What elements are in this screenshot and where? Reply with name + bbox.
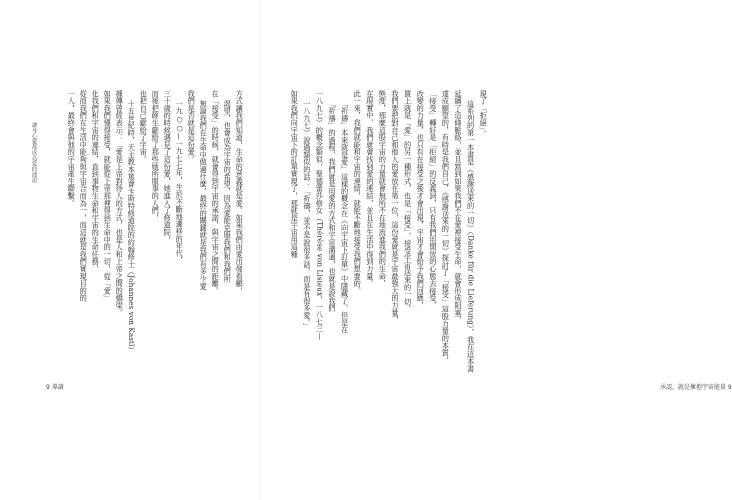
text-column: 在現實中，我們就會找到愛的連結，並且在生活中得到力量。 (365, 90, 375, 288)
text-column: 賈上就是「愛」的另一種形式，也是「接受」，接受宇宙送來的一切， (403, 90, 413, 313)
text-column: 這系列的第一本書是《感謝送來的一切》（Danke für die Lieferung），我在這本書 (466, 100, 476, 373)
text-column: 渴望，也會成為宇宙的希望，因為愛能克服我們和我們所 (223, 100, 233, 283)
text-column: 據傳曾經表示：「愛是上帝對待人的方式，也是人和上帝之間的橋梁。 (115, 90, 125, 317)
text-column: 一八九七）說過類似的話：「祈禱，並不是說很多話，而是有很多愛。」 (302, 100, 312, 330)
text-column: 現了「拒絕」。 (479, 90, 489, 138)
text-column: 也把自己獻給了宇宙。 (139, 90, 149, 163)
text-column: 「祈禱」的過程，我們就是用愛的方式和宇宙溝通，也就是說我們 (328, 100, 337, 312)
text-column: 一人，最終會與他的宇宙產生聯繫。 (67, 90, 77, 207)
text-column: 方式讓我們知道，生命的意義就是愛。如果我們由愛出發看顧， (235, 90, 245, 295)
text-column: 態度，那麼這股宇宙的力量就會無所不在地流進我們的生命， (378, 90, 388, 288)
text-column: 三十歲的時候遇見了這份愛，她進入了修道院， (163, 90, 173, 244)
text-column: 改變的力量，也只有在接受之後才會出現，宇宙才會給予我們回應， (416, 90, 426, 309)
text-column: 如果我們懂得接受，就能從上帝那裡得到生命中的一切，從「愛」 (103, 90, 113, 302)
text-column: 從而我們在生活中能夠與宇宙合而為一，而這就是我們實現目的的 (79, 90, 89, 302)
text-column: 延續了這條脈絡，並且寫到如果我們不在愛裡接受生命，就會形成阻塞， (454, 90, 463, 324)
running-head: 讓身心靈都成為愛的通道 (30, 122, 37, 183)
text-column: 在「接受」的時候，就會得到宇宙的承諾，與宇宙之間的距離。 (211, 90, 221, 295)
text-column: 一八九七）的概念類似，聖德蕾莎修女（Thérèse von Lisieux，一八七三— (315, 90, 325, 340)
text-column: 十五世紀時，天主教本篤會卡斯特修道院的約翰修士（Johannes von Kastl） (127, 100, 137, 354)
text-column: 化我們和宇宙的連結，直到事物生命和宇宙的生命任務， (91, 90, 101, 273)
text-column: 「祈禱」本來就是愛」這樣的概念在《向宇宙下訂單》中隱藏了，但是在 (340, 100, 350, 334)
text-column: 「接受」轉好是「拒絕」的反義詞，只有我們用開放的心態去接受， (428, 90, 438, 309)
text-column: 此一來，我們就能和宇宙的連結，就能不斷地接受我們想要的。 (353, 90, 363, 295)
text-column: 如果我們向宇宙下的訂單實現了，那就是宇宙用這種 (290, 90, 300, 258)
text-column: 我們要把對自己和他人的愛放在第一位，這份愛就是宇宙最強大的力量， (391, 90, 400, 324)
text-column: 一九○○—一九七七年，生於不斷地遷移的年代， (175, 100, 185, 265)
text-column: 而後把餘生獻給了那些她所服事的人們， (151, 90, 161, 222)
left-folio: 9 導讀 (46, 384, 64, 391)
text-column: 達成願望的，有時是我們自己，《感謝送來的一切》探討了「接受」這股力量的本質， (441, 90, 451, 364)
right-folio: 承認，就是擁抱宇宙能量 9 (660, 384, 732, 391)
text-column: 我們是否就是這份愛。 (187, 90, 197, 163)
right-page (260, 0, 732, 500)
left-page (0, 0, 260, 500)
text-column: 無論我們在生命中做過什麼，最終的關鍵就是我們有多少愛 (199, 100, 209, 290)
